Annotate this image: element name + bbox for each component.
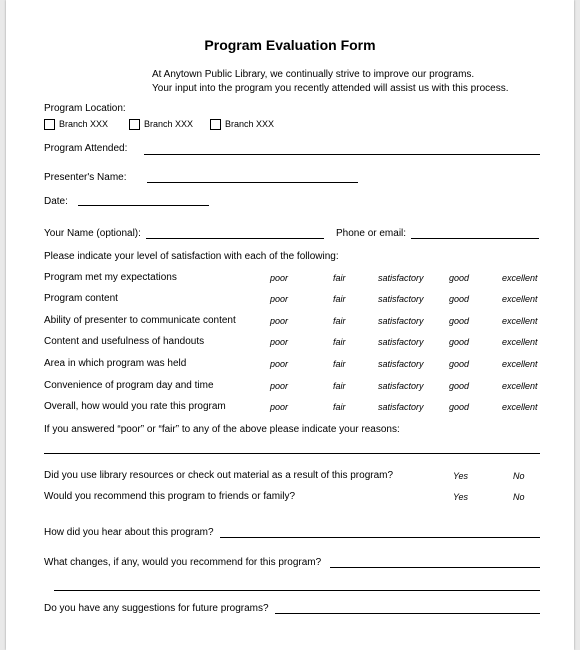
rating-item-label: Overall, how would you rate this program — [44, 401, 226, 412]
rating-option-poor[interactable]: poor — [270, 316, 289, 326]
satisfaction-prompt: Please indicate your level of satisfaction with each of the following: — [44, 251, 339, 262]
rating-option-fair[interactable]: fair — [333, 359, 346, 369]
rating-option-poor[interactable]: poor — [270, 402, 289, 412]
reasons-prompt: If you answered “poor” or “fair” to any of the above please indicate your reasons: — [44, 424, 400, 435]
rating-option-poor[interactable]: poor — [270, 381, 289, 391]
rating-option-satisfactory[interactable]: satisfactory — [378, 337, 424, 347]
branch-option-2[interactable] — [129, 119, 193, 130]
presenter-field[interactable] — [147, 182, 358, 183]
rating-option-poor[interactable]: poor — [270, 294, 289, 304]
rating-item-label: Ability of presenter to communicate content — [44, 315, 236, 326]
your-name-field[interactable] — [146, 238, 324, 239]
rating-option-satisfactory[interactable]: satisfactory — [378, 294, 424, 304]
program-location-label: Program Location: — [44, 103, 126, 114]
rating-option-good[interactable]: good — [449, 316, 470, 326]
your-name-label: Your Name (optional): — [44, 228, 141, 239]
rating-option-excellent[interactable]: excellent — [502, 359, 538, 369]
yes-option[interactable]: Yes — [453, 471, 469, 481]
rating-option-excellent[interactable]: excellent — [502, 381, 538, 391]
library-resources-question: Did you use library resources or check out material as a result of this program? — [44, 470, 394, 481]
rating-option-good[interactable]: good — [449, 402, 470, 412]
rating-option-fair[interactable]: fair — [333, 316, 346, 326]
rating-option-excellent[interactable]: excellent — [502, 402, 538, 412]
changes-field-line-2[interactable] — [54, 590, 540, 591]
checkbox-icon[interactable] — [210, 119, 221, 130]
rating-option-fair[interactable]: fair — [333, 402, 346, 412]
rating-option-good[interactable]: good — [449, 381, 470, 391]
rating-item-label: Program met my expectations — [44, 272, 177, 283]
rating-option-poor[interactable]: poor — [270, 337, 289, 347]
no-option[interactable]: No — [513, 492, 525, 502]
reasons-field[interactable] — [44, 453, 540, 454]
rating-option-excellent[interactable]: excellent — [502, 273, 538, 283]
date-label: Date: — [44, 196, 68, 207]
rating-option-good[interactable]: good — [449, 337, 470, 347]
rating-option-good[interactable]: good — [449, 273, 470, 283]
hear-about-field[interactable] — [220, 537, 540, 538]
rating-option-satisfactory[interactable]: satisfactory — [378, 402, 424, 412]
rating-item-label: Convenience of program day and time — [44, 380, 214, 391]
rating-option-satisfactory[interactable]: satisfactory — [378, 381, 424, 391]
rating-item-label: Content and usefulness of handouts — [44, 336, 205, 347]
yes-option[interactable]: Yes — [453, 492, 469, 502]
date-field[interactable] — [78, 205, 209, 206]
rating-option-satisfactory[interactable]: satisfactory — [378, 359, 424, 369]
rating-option-excellent[interactable]: excellent — [502, 337, 538, 347]
no-option[interactable]: No — [513, 471, 525, 481]
program-attended-label: Program Attended: — [44, 143, 128, 154]
rating-option-fair[interactable]: fair — [333, 294, 346, 304]
branch-option-3[interactable] — [210, 119, 274, 130]
branch-label: Branch XXX — [59, 119, 109, 129]
rating-option-fair[interactable]: fair — [333, 273, 346, 283]
rating-item-label: Area in which program was held — [44, 358, 187, 369]
rating-option-satisfactory[interactable]: satisfactory — [378, 273, 424, 283]
branch-label: Branch XXX — [225, 119, 275, 129]
suggestions-field[interactable] — [275, 613, 540, 614]
evaluation-form-page — [6, 0, 574, 650]
phone-email-field[interactable] — [411, 238, 539, 239]
recommend-question: Would you recommend this program to friends or family? — [44, 491, 296, 502]
branch-label: Branch XXX — [144, 119, 194, 129]
rating-item-label: Program content — [44, 293, 118, 304]
intro-line-1: At Anytown Public Library, we continually strive to improve our programs. — [152, 69, 475, 80]
suggestions-question: Do you have any suggestions for future programs? — [44, 603, 269, 614]
rating-option-satisfactory[interactable]: satisfactory — [378, 316, 424, 326]
rating-option-excellent[interactable]: excellent — [502, 294, 538, 304]
rating-option-poor[interactable]: poor — [270, 273, 289, 283]
rating-option-excellent[interactable]: excellent — [502, 316, 538, 326]
phone-email-label: Phone or email: — [336, 228, 407, 239]
rating-option-poor[interactable]: poor — [270, 359, 289, 369]
checkbox-icon[interactable] — [129, 119, 140, 130]
program-attended-field[interactable] — [144, 154, 540, 155]
checkbox-icon[interactable] — [44, 119, 55, 130]
intro-line-2: Your input into the program you recently attended will assist us with this process. — [152, 83, 509, 94]
hear-about-question: How did you hear about this program? — [44, 527, 214, 538]
rating-option-good[interactable]: good — [449, 294, 470, 304]
changes-question: What changes, if any, would you recommend for this program? — [44, 557, 322, 568]
rating-option-fair[interactable]: fair — [333, 337, 346, 347]
presenter-label: Presenter's Name: — [44, 172, 127, 183]
form-title: Program Evaluation Form — [204, 37, 376, 53]
rating-option-good[interactable]: good — [449, 359, 470, 369]
changes-field[interactable] — [330, 567, 540, 568]
rating-option-fair[interactable]: fair — [333, 381, 346, 391]
branch-option-1[interactable] — [44, 119, 108, 130]
